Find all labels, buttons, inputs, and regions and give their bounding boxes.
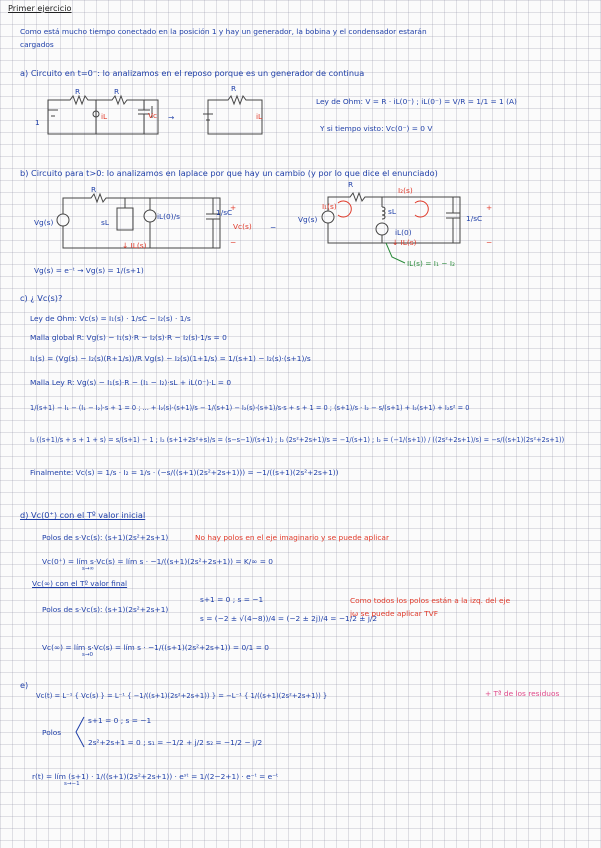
vc-label-a: Vc [148,111,158,120]
circuit-a-right [200,90,280,138]
c-line-6: I₂ ((s+1)/s + s + 1 + s) = s/(s+1) − 1 ; I₂ (s+1+2s²+s)/s = (s−s−1)/(s+1) ; I₂ (2s²+2s+1)/s = −1/(s+1) ; I₂ = (−1/(s+1)) / ((2s²+2s+1)/s) = −s/((s+1)(2s²+2s+1)) [30,436,565,444]
circuit-a-left [40,88,180,138]
c-line-5: 1/(s+1) − I₁ − (I₁ − I₂)·s + 1 = 0 ; ... + I₂(s)·(s+1)/s − 1/(s+1) − I₂(s)·(s+1)/s·s + s + 1 = 0 ; (s+1)/s · I₂ − s/(s+1) + I₂(s+1) + I₂s² = 0 [30,404,470,412]
source-label-a: 1 [35,118,40,127]
d-final-value: Vc(∞) = lím s·Vc(s) = lím s · −1/((s+1)(2s²+2s+1)) = 0/1 = 0 [42,643,269,652]
resistor-label-b2: R [348,180,354,189]
c-line-3: I₁(s) = (Vg(s) − I₂(s)(R+1/s))/R Vg(s) − I₂(s)(1+1/s) = 1/(s+1) − I₂(s)·(s+1)/s [30,354,311,363]
equiv-minus-b: − [270,223,277,232]
c-line-1: Ley de Ohm: Vc(s) = I₁(s) · 1/sC − I₂(s) · 1/s [30,314,191,323]
e-limit: s→−1 [64,781,80,787]
d-limit-2: s→0 [82,652,93,658]
a-vc-zero: Y si tiempo visto: Vc(0⁻) = 0 V [320,124,433,133]
il-label-a: iL [101,112,108,121]
a-ohm-law: Ley de Ohm: V = R · iL(0⁻) ; iL(0⁻) = V/R = 1/1 = 1 (A) [316,97,517,106]
section-c-heading: c) ¿ Vc(s)? [20,293,63,303]
c-line-4: Malla Ley R: Vg(s) − I₁(s)·R − (I₁ − I₂)·sL + iL(0⁻)·L = 0 [30,378,232,387]
e-inverse-laplace: Vc(t) = L⁻¹ { Vc(s) } = L⁻¹ { −1/((s+1)(2s²+2s+1)) } = −L⁻¹ { 1/((s+1)(2s²+2s+1)) } [36,692,328,700]
d-note-2-line-1: Como todos los polos están a la izq. del eje [350,596,511,605]
resistor-label-a2: R [114,87,120,96]
d-note-1: No hay polos en el eje imaginario y se puede aplicar [195,533,389,542]
d-poles-2: Polos de s·Vc(s): (s+1)(2s²+2s+1) [42,605,169,614]
resistor-label-a1: R [75,87,81,96]
vg-label-b2: Vg(s) [298,215,318,224]
vc-label-b1: Vc(s) [233,222,252,231]
minus-label-b2: − [486,238,493,247]
b-vg-laplace: Vg(s) = e⁻ᵗ → Vg(s) = 1/(s+1) [34,266,144,275]
e-poles-label: Polos [42,728,62,737]
resistor-label-a3: R [231,84,237,93]
minus-label-b1: − [230,238,237,247]
il0-source-label: iL(0)/s [157,212,180,221]
vg-label-b1: Vg(s) [34,218,54,227]
section-b-heading: b) Circuito para t>0: lo analizamos en laplace por que hay un cambio (y por lo que dice el enunciado) [20,168,438,178]
cap-label-b1: 1/sC [216,208,233,217]
section-d-heading: d) Vc(0⁺) con el Tº valor inicial [20,510,146,520]
e-residue: r(t) = lím (s+1) · 1/((s+1)(2s²+2s+1)) · eˢᵗ = 1/(2−2+1) · e⁻ᵗ = e⁻ᵗ [32,772,279,781]
e-pole-a: s+1 = 0 ; s = −1 [88,716,152,725]
intro-line-2: cargados [20,40,54,49]
c-final: Finalmente: Vc(s) = 1/s · I₂ = 1/s · (−s/((s+1)(2s²+2s+1))) = −1/((s+1)(2s²+2s+1)) [30,468,339,477]
d-pole-a: s+1 = 0 ; s = −1 [200,595,264,604]
i1-label: I₁(s) [322,202,337,211]
plus-label-b2: + [486,203,493,212]
il-label-a-right: iL [256,112,263,121]
d-note-2-line-2: jω se puede aplicar TVF [350,609,438,618]
poles-brace [74,715,86,749]
e-residue-note: + Tª de los residuos [485,689,560,698]
resistor-label-b1: R [91,185,97,194]
equiv-arrow-a: → [168,113,175,122]
intro-line-1: Como está mucho tiempo conectado en la posición 1 y hay un generador, la bobina y el condensador estarán [20,27,427,36]
page-title: Primer ejercicio [8,3,72,13]
d-pole-b: s = (−2 ± √(4−8))/4 = (−2 ± 2j)/4 = −1/2 ± j/2 [200,614,378,623]
sl-label-b2: sL [388,207,396,216]
il-current-label: ↓ IL(s) [122,241,147,250]
sl-label-b1: sL [101,218,109,227]
section-a-heading: a) Circuito en t=0⁻: lo analizamos en el reposo porque es un generador de continua [20,68,365,78]
plus-label-b1: + [230,203,237,212]
il-kcl-label: IL(s) = I₁ − I₂ [407,259,455,268]
d-poles-1: Polos de s·Vc(s): (s+1)(2s²+2s+1) [42,533,169,542]
e-pole-b: 2s²+2s+1 = 0 ; s₁ = −1/2 + j/2 s₂ = −1/2 − j/2 [88,738,263,747]
il0-source-label-2: iL(0) [395,228,412,237]
d-limit-1: s→∞ [82,566,95,572]
il-current-label-2: ↓ IL(s) [392,238,417,247]
i2-label: I₂(s) [398,186,413,195]
d-initial-value: Vc(0⁺) = lím s·Vc(s) = lím s · −1/((s+1)(2s²+2s+1)) = K/∞ = 0 [42,557,273,566]
c-line-2: Malla global R: Vg(s) − I₁(s)·R − I₂(s)·R − I₂(s)·1/s = 0 [30,333,227,342]
d-final-subheading: Vc(∞) con el Tº valor final [32,579,128,588]
cap-label-b2: 1/sC [466,214,483,223]
section-e-heading: e) [20,680,29,690]
